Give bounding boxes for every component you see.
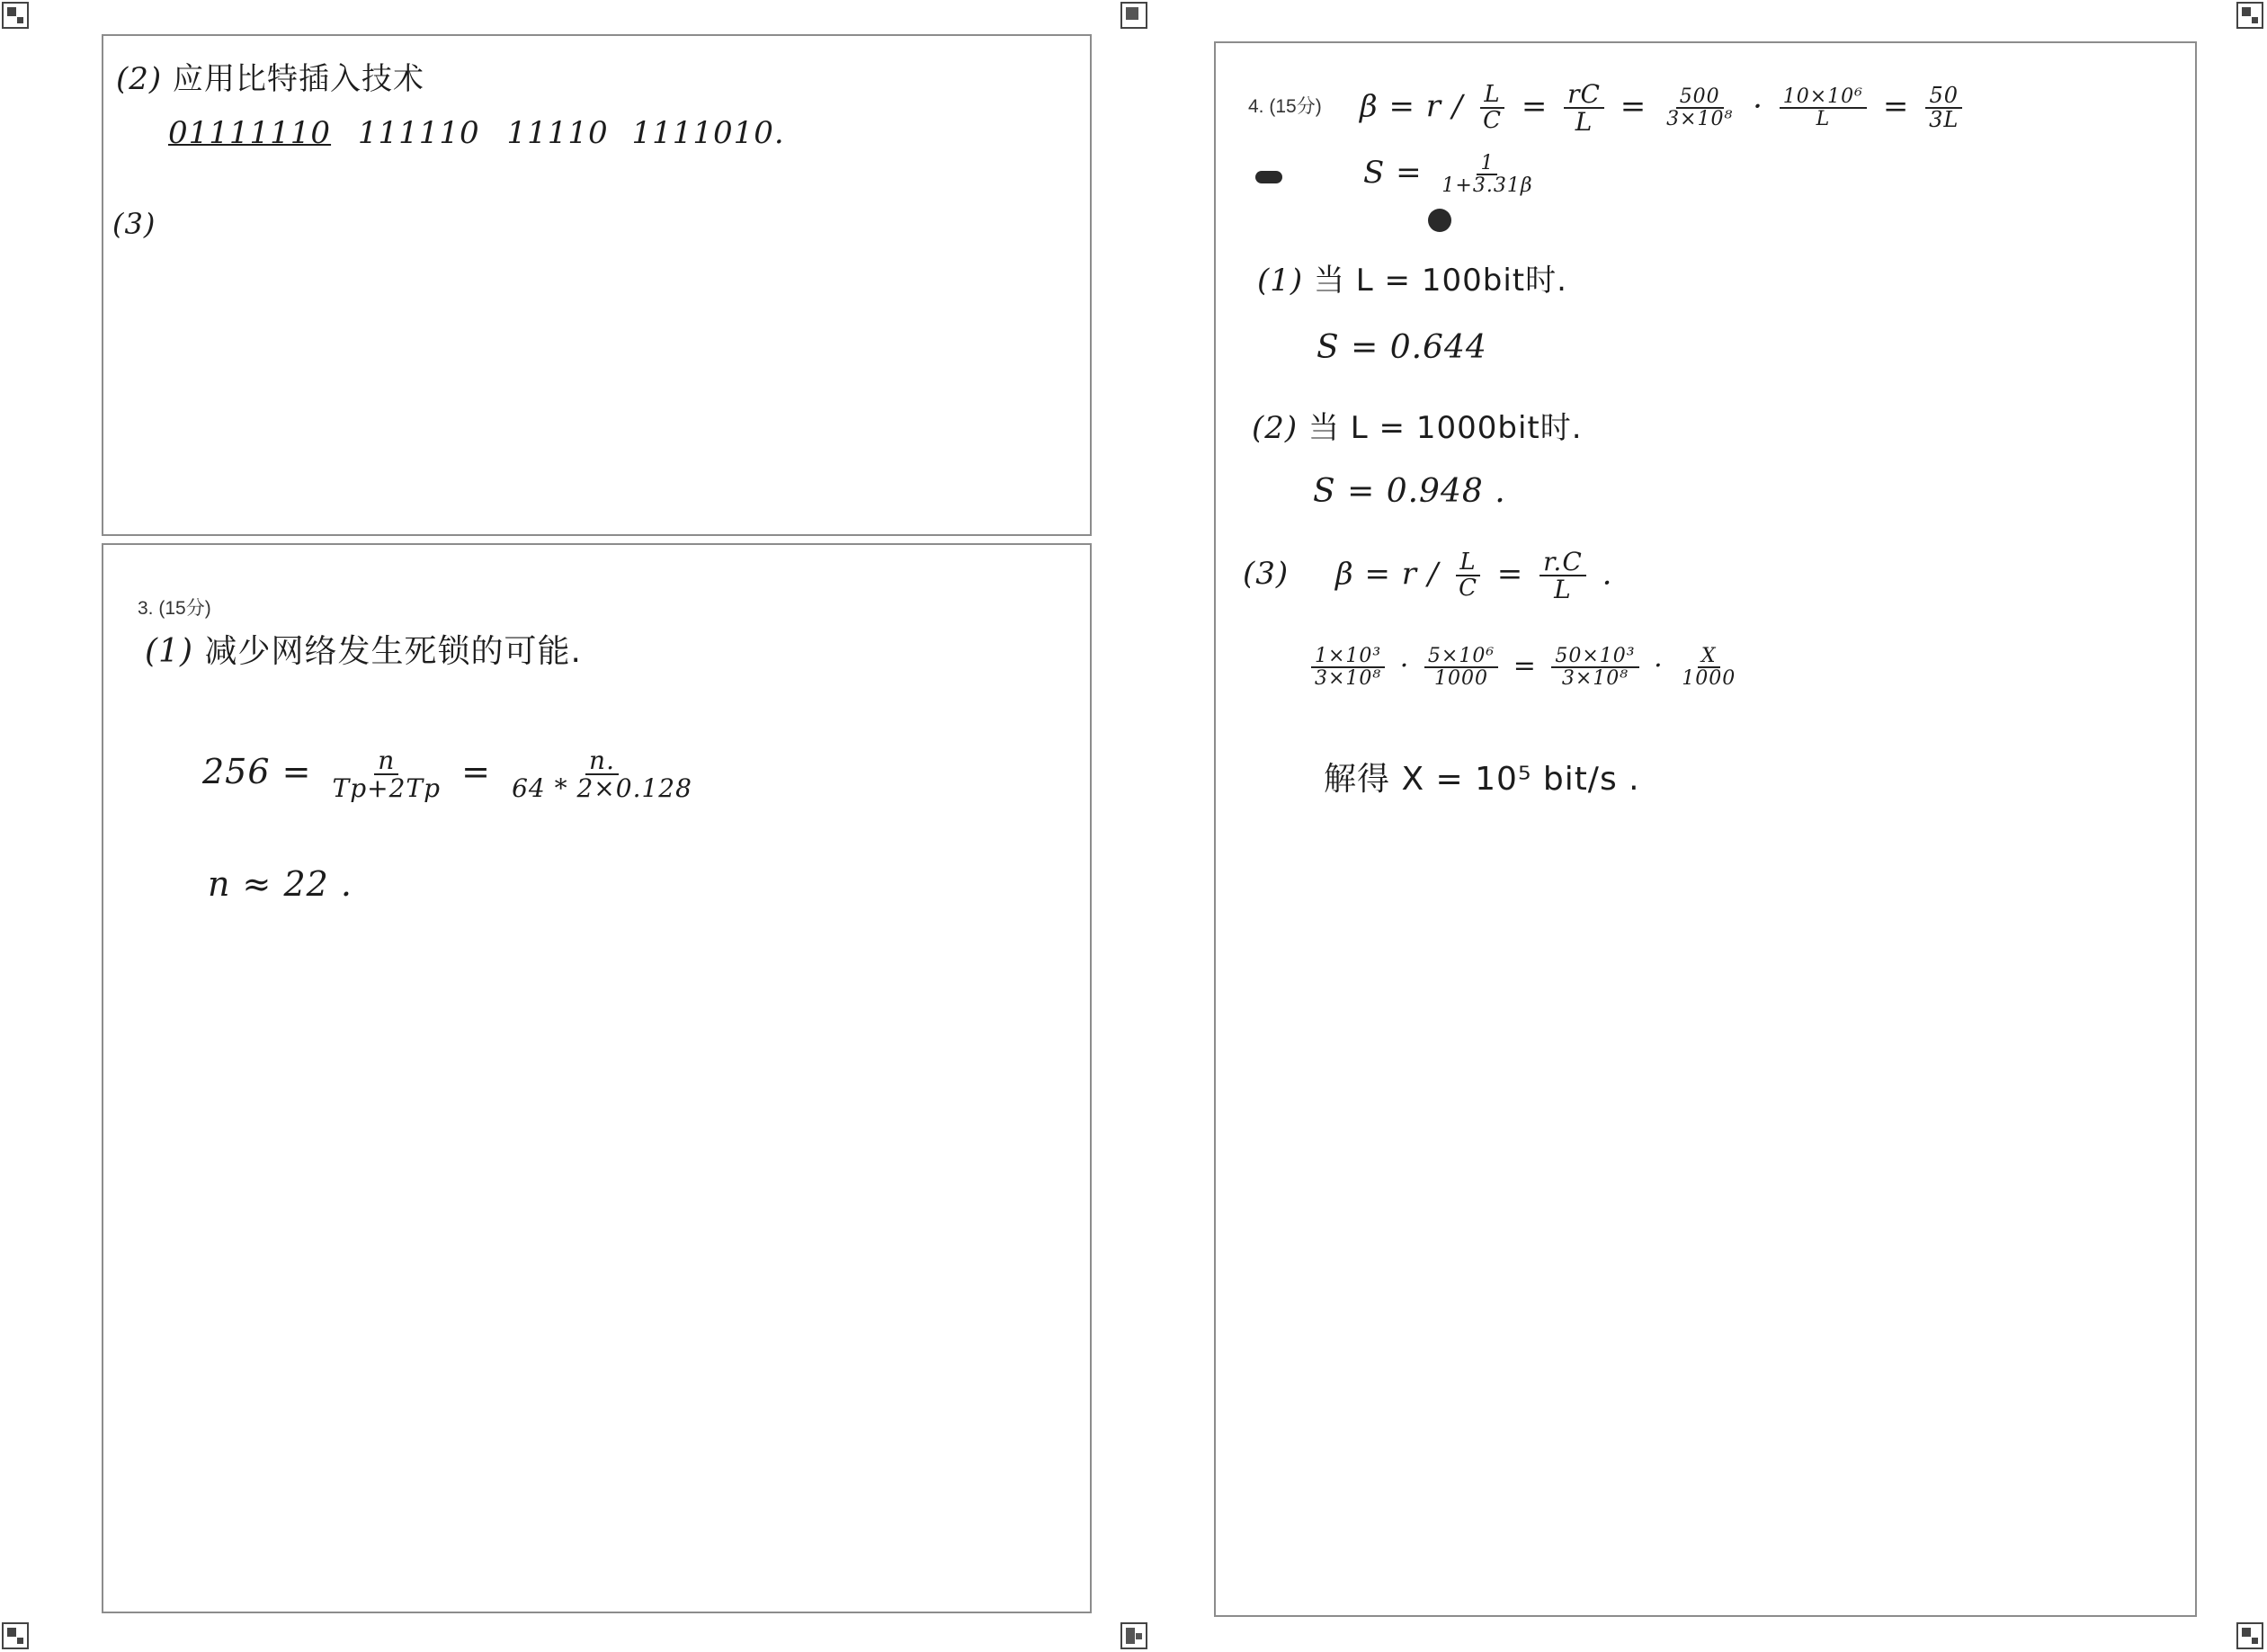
- answer-box-q3: [102, 543, 1092, 1613]
- part-number: (3): [1243, 556, 1290, 593]
- equation-part3: [1243, 549, 1612, 603]
- period: .: [1602, 556, 1613, 593]
- fraction: [1311, 646, 1385, 689]
- fraction-denominator: L: [1575, 107, 1593, 138]
- bit-group-flag: 01111110: [168, 115, 332, 151]
- fraction: [508, 747, 696, 802]
- fraction: [1540, 549, 1586, 603]
- fraction: [1455, 550, 1481, 602]
- answer-box-q2: [102, 34, 1092, 536]
- part-number: (1): [1257, 263, 1304, 299]
- corner-marker-top-center-icon: [1120, 2, 1147, 29]
- fraction-denominator: 64 * 2×0.128: [512, 773, 692, 804]
- fraction-denominator: 1000: [1434, 667, 1489, 691]
- equals-sign: =: [1620, 88, 1647, 125]
- equals-sign: =: [461, 751, 491, 791]
- answer-text: 应用比特插入技术: [172, 61, 424, 97]
- fraction-denominator: L: [1816, 108, 1831, 131]
- multiply-dot: ·: [1399, 650, 1410, 683]
- equation-part3-substituted: [1306, 646, 1745, 689]
- equation-beta: [1360, 81, 1968, 136]
- fraction-denominator: L: [1554, 575, 1572, 605]
- fraction: [1925, 85, 1962, 131]
- equals-sign: =: [1496, 556, 1524, 593]
- fraction-denominator: 3×10⁸: [1561, 667, 1629, 691]
- multiply-dot: ·: [1654, 650, 1664, 683]
- fraction-numerator: 10×10⁶: [1780, 86, 1867, 109]
- answer-text: 解得 X = 10⁵ bit/s .: [1324, 761, 1640, 798]
- answer-text: 当 L = 1000bit时.: [1308, 410, 1583, 446]
- answer-result: n ≈ 22 .: [208, 864, 353, 904]
- bit-sequence: [168, 115, 785, 151]
- fraction-denominator: 3×10⁸: [1666, 108, 1734, 131]
- fraction-denominator: C: [1483, 107, 1502, 135]
- equation-lhs: β = r /: [1334, 556, 1440, 593]
- answer-result: S = 0.644: [1316, 329, 1487, 366]
- bit-group: 111110: [357, 115, 480, 151]
- answer-line: [145, 626, 582, 672]
- fraction-numerator: X: [1698, 646, 1720, 668]
- fraction-denominator: 1000: [1682, 667, 1736, 691]
- fraction-denominator: Tp+2Tp: [332, 773, 442, 804]
- answer-result: S = 0.948 .: [1313, 473, 1506, 510]
- fraction: [1479, 83, 1505, 134]
- fraction-numerator: r.C: [1540, 549, 1586, 576]
- fraction-numerator: L: [1456, 550, 1479, 576]
- corner-marker-bottom-right-icon: [2236, 1622, 2263, 1649]
- fraction-denominator: 3×10⁸: [1315, 667, 1382, 691]
- equation-lhs: β = r /: [1360, 88, 1464, 125]
- fraction: [1564, 81, 1604, 136]
- answer-box-q4: [1214, 41, 2197, 1617]
- fraction-numerator: L: [1480, 83, 1504, 109]
- fraction-denominator: C: [1459, 575, 1477, 603]
- fraction-numerator: rC: [1564, 81, 1604, 109]
- fraction-numerator: 50×10³: [1551, 646, 1638, 668]
- corner-marker-bottom-left-icon: [2, 1622, 29, 1649]
- question-label: 3. (15分): [138, 598, 211, 619]
- fraction-numerator: 1: [1477, 153, 1497, 175]
- bit-group: 11110: [506, 115, 609, 151]
- equals-sign: =: [1513, 650, 1537, 683]
- fraction-numerator: 5×10⁶: [1424, 646, 1498, 668]
- scribble-mark-icon: [1428, 209, 1451, 232]
- answer-line-bit-stuffing: [116, 54, 424, 98]
- corner-marker-bottom-center-icon: [1120, 1622, 1147, 1649]
- answer-text: 减少网络发生死锁的可能.: [204, 633, 582, 670]
- fraction-numerator: 500: [1676, 86, 1724, 109]
- equation-window-size: [202, 747, 701, 802]
- fraction-numerator: n.: [585, 747, 619, 775]
- fraction-denominator: 1+3.31β: [1441, 174, 1533, 198]
- fraction-numerator: n: [374, 747, 398, 775]
- scribble-mark-icon: [1255, 160, 1282, 192]
- question-label: 4. (15分): [1248, 96, 1322, 117]
- fraction-numerator: 1×10³: [1311, 646, 1385, 668]
- part-number: (2): [1252, 410, 1299, 446]
- answer-line-part2: [1252, 403, 1583, 447]
- equals-sign: =: [1882, 88, 1910, 125]
- part-number: (2): [116, 61, 163, 97]
- bit-group: 1111010.: [631, 115, 785, 151]
- fraction: [1424, 646, 1498, 689]
- fraction-denominator: 3L: [1929, 107, 1959, 133]
- fraction: [1438, 153, 1536, 196]
- equation-lhs: 256 =: [202, 751, 312, 791]
- fraction: [1678, 646, 1739, 689]
- equation-lhs: S =: [1363, 155, 1423, 192]
- answer-text: 当 L = 100bit时.: [1313, 263, 1567, 299]
- equation-efficiency: [1363, 153, 1542, 196]
- multiply-dot: ·: [1753, 88, 1763, 125]
- fraction: [329, 747, 444, 802]
- part-number: (3): [112, 207, 156, 241]
- fraction: [1780, 86, 1867, 129]
- fraction: [1663, 86, 1736, 129]
- fraction: [1551, 646, 1638, 689]
- answer-solution: [1324, 754, 1640, 799]
- corner-marker-top-left-icon: [2, 2, 29, 29]
- part-number: (1): [145, 633, 193, 670]
- answer-line-part1: [1257, 255, 1567, 299]
- fraction-numerator: 50: [1925, 85, 1962, 109]
- equals-sign: =: [1521, 88, 1549, 125]
- corner-marker-top-right-icon: [2236, 2, 2263, 29]
